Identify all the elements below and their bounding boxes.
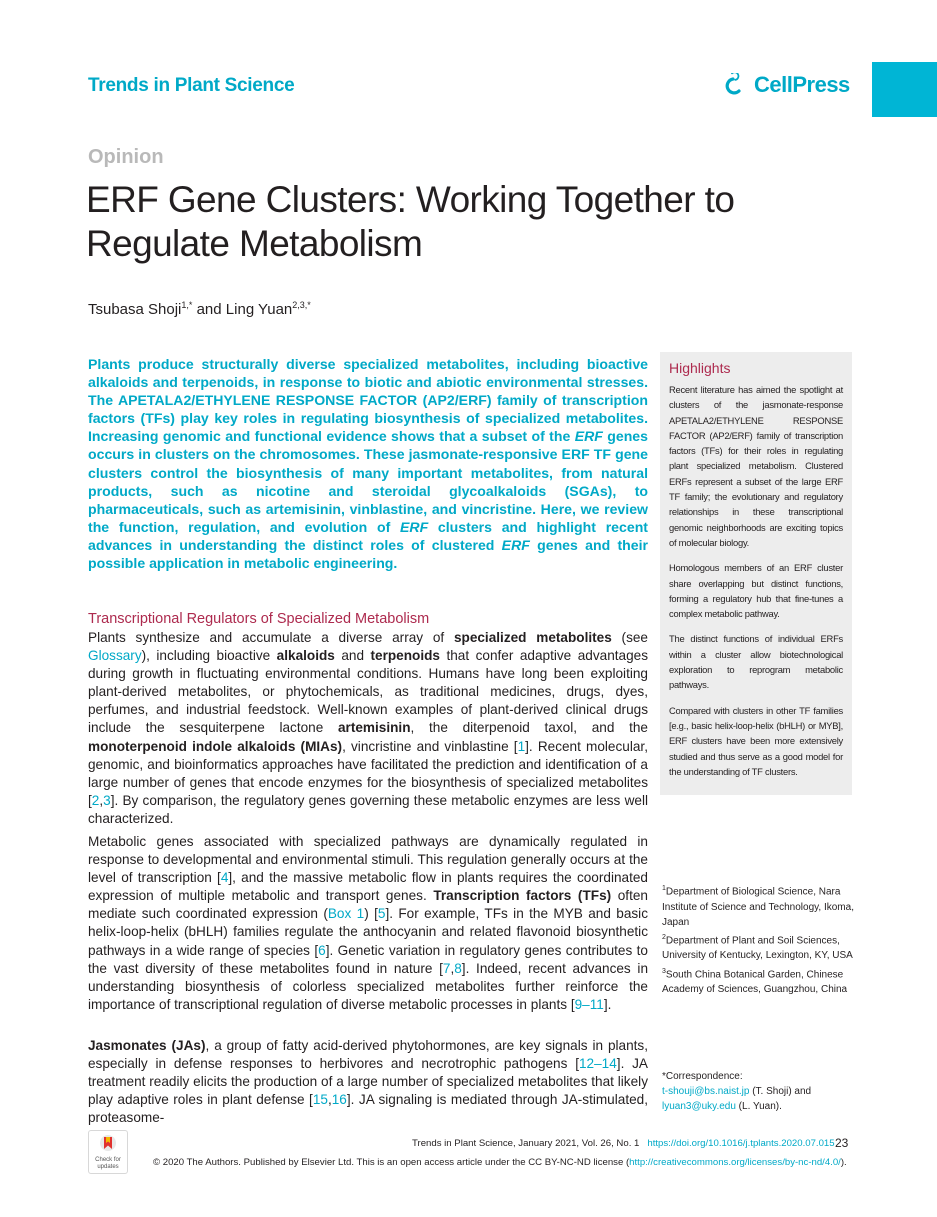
author-list bbox=[88, 300, 311, 318]
text: and bbox=[334, 648, 371, 664]
affiliation bbox=[662, 964, 857, 998]
page-number: 23 bbox=[835, 1136, 849, 1150]
highlights-box bbox=[660, 352, 852, 795]
reference-link[interactable]: 8 bbox=[454, 960, 462, 976]
license-line bbox=[153, 1157, 847, 1168]
body-paragraph bbox=[88, 833, 648, 1014]
text: ], and the massive metabolic flow in plants requires the coordinated expression of multiple metabolic and transport genes. bbox=[88, 870, 648, 904]
citation: Trends in Plant Science, January 2021, Vol. 26, No. 1 bbox=[412, 1138, 640, 1149]
affiliation bbox=[662, 881, 857, 930]
text: , bbox=[450, 960, 455, 976]
publisher-logo bbox=[724, 72, 850, 98]
glossary-term: monoterpenoid indole alkaloids (MIAs) bbox=[88, 738, 343, 754]
title-line-2: Regulate Metabolism bbox=[86, 223, 423, 264]
gene-name: ERF bbox=[400, 518, 429, 535]
doi-link[interactable]: https://doi.org/10.1016/j.tplants.2020.07.015 bbox=[647, 1138, 835, 1149]
badge-label: Check for updates bbox=[95, 1157, 121, 1170]
author-affil: 1,* bbox=[181, 300, 193, 310]
glossary-term: artemisinin bbox=[337, 720, 411, 736]
reference-link[interactable]: 15 bbox=[312, 1092, 328, 1108]
correspondence bbox=[662, 1069, 857, 1115]
reference-link[interactable]: 9–11 bbox=[574, 996, 604, 1012]
reference-link[interactable]: 12–14 bbox=[578, 1056, 617, 1072]
abstract-text: genes occurs in clusters on the chromosomes. These jasmonate-responsive ERF TF gene clusters control the biosynthesis of many important metabolites, from natural products, such as nicotine and steroidal glycoalkaloids (SGAs), to pharmaceuticals, such as artemisinin, vinblastine, and vincristine. Here, we review the function, regulation, and evolution of bbox=[88, 428, 648, 535]
article-type: Opinion bbox=[88, 146, 164, 168]
text: , bbox=[327, 1092, 332, 1108]
reference-link[interactable]: 1 bbox=[517, 738, 526, 754]
reference-link[interactable]: 7 bbox=[442, 960, 451, 976]
email-link[interactable]: lyuan3@uky.edu bbox=[662, 1101, 736, 1113]
glossary-term: Transcription factors (TFs) bbox=[433, 888, 612, 904]
affiliations bbox=[662, 881, 857, 997]
text: , a group of fatty acid-derived phytohormones, are key signals in plants, especially in defense responses to herbivores and necrotrophic pathogens [ bbox=[88, 1038, 648, 1072]
author-affil: 2,3,* bbox=[292, 300, 311, 310]
text: , the diterpenoid taxol, and the bbox=[410, 720, 648, 736]
glossary-term: Jasmonates (JAs) bbox=[88, 1038, 206, 1053]
license-text: © 2020 The Authors. Published by Elsevier Ltd. This is an open access article under the CC BY-NC-ND license ( bbox=[153, 1157, 630, 1168]
reference-link[interactable]: 2 bbox=[91, 792, 100, 808]
publisher-name: CellPress bbox=[754, 72, 850, 97]
text: ]. Recent molecular, genomic, and bioinformatics approaches have facilitated the prediction and identification of a large number of genes that encode enzymes for the biosynthesis of specialized metabolites [ bbox=[88, 738, 648, 808]
correspondence-label: *Correspondence: bbox=[662, 1071, 743, 1082]
affiliation-number: 2 bbox=[662, 933, 666, 941]
text: Metabolic genes associated with specialized pathways are dynamically regulated in response to developmental and environmental stimuli. This regulation generally occurs at the level of transcription [ bbox=[88, 834, 648, 886]
text: ]. For example, TFs in the MYB and basic helix-loop-helix (bHLH) families regulate the anthocyanin and related flavonoid biosynthetic pathways in a wide range of species [ bbox=[88, 906, 648, 958]
author-name: Ling Yuan bbox=[225, 301, 293, 318]
text: Plants synthesize and accumulate a diverse array of bbox=[88, 630, 454, 645]
glossary-link[interactable]: Glossary bbox=[88, 648, 142, 664]
highlight-item: Recent literature has aimed the spotlight at clusters of the jasmonate-response APETALA2/ETHYLENE RESPONSE FACTOR (AP2/ERF) family of transcription factors (TFs) for their roles in regulating plant specialized metabolism. Clustered ERFs represent a subset of the large ERF TF family; the evolutionary and regulatory relationships in these transcriptional genomic neighborhoods are exciting topics of molecular biology. bbox=[669, 384, 843, 548]
correspondence-name: (L. Yuan). bbox=[735, 1101, 782, 1113]
author-name: Tsubasa Shoji bbox=[88, 301, 182, 318]
reference-link[interactable]: 4 bbox=[220, 870, 229, 886]
reference-link[interactable]: 6 bbox=[318, 942, 326, 958]
check-for-updates-badge[interactable] bbox=[88, 1130, 128, 1174]
correspondence-line bbox=[662, 1084, 857, 1099]
text: often mediate such coordinated expression ( bbox=[88, 888, 648, 922]
affiliation bbox=[662, 930, 857, 964]
affiliation-number: 1 bbox=[662, 885, 666, 892]
bookmark-icon bbox=[98, 1134, 118, 1156]
page-edge-tab bbox=[872, 62, 937, 117]
license-link[interactable]: http://creativecommons.org/licenses/by-nc-nd/4.0/ bbox=[629, 1157, 841, 1168]
section-heading: Transcriptional Regulators of Specialized Metabolism bbox=[88, 611, 430, 627]
box-link[interactable]: Box 1 bbox=[327, 906, 365, 922]
text: that confer adaptive advantages during growth in fluctuating environmental conditions. Humans have long been exploiting plant-derived metabolites, or phytochemicals, as traditional medicines, drugs, dyes, perfumes, and industrial feedstock. Well-known examples of plant-derived clinical drugs include the sesquiterpene lactone bbox=[88, 648, 649, 736]
highlights-heading: Highlights bbox=[669, 360, 731, 376]
affiliation-text: Department of Plant and Soil Sciences, University of Kentucky, Lexington, KY, USA bbox=[662, 935, 853, 962]
body-paragraph bbox=[88, 1037, 648, 1127]
glossary-term: specialized metabolites bbox=[453, 630, 612, 645]
abstract-text: genes and their possible application in metabolic engineering. bbox=[88, 536, 648, 572]
affiliation-text: South China Botanical Garden, Chinese Academy of Sciences, Guangzhou, China bbox=[662, 969, 848, 996]
text: ]. By comparison, the regulatory genes governing these metabolic enzymes are less well characterized. bbox=[88, 792, 648, 826]
text: ]. bbox=[603, 996, 612, 1012]
highlight-item: Compared with clusters in other TF families [e.g., basic helix-loop-helix (bHLH) or MYB], ERF clusters have been more extensively studied and thus serve as a good model for the understanding of TF clusters. bbox=[669, 704, 843, 777]
license-text: ). bbox=[840, 1157, 847, 1168]
text: (see bbox=[611, 630, 648, 645]
text: , vincristine and vinblastine [ bbox=[342, 738, 518, 754]
affiliation-number: 3 bbox=[662, 967, 666, 975]
gene-name: ERF bbox=[501, 536, 530, 553]
reference-link[interactable]: 5 bbox=[377, 906, 386, 922]
abstract-text: Plants produce structurally diverse specialized metabolites, including bioactive alkaloids and terpenoids, in response to biotic and abiotic environmental stresses. The APETALA2/ETHYLENE RESPONSE FACTOR (AP2/ERF) family of transcription factors (TFs) play key roles in regulating biosynthesis of specialized metabolites. Increasing genomic and functional evidence shows that a subset of the bbox=[88, 356, 648, 445]
reference-link[interactable]: 16 bbox=[331, 1092, 347, 1108]
abstract bbox=[88, 355, 648, 572]
correspondence-name: (T. Shoji) and bbox=[749, 1086, 812, 1098]
title-line-1: ERF Gene Clusters: Working Together to bbox=[86, 179, 735, 220]
body-paragraph bbox=[88, 629, 648, 828]
text: ]. Genetic variation in regulatory genes contributes to the vast diversity of these metabolites found in nature [ bbox=[88, 942, 648, 976]
glossary-term: alkaloids bbox=[276, 648, 335, 664]
citation-line bbox=[412, 1138, 835, 1149]
text: ), including bioactive bbox=[141, 648, 277, 664]
text: ]. JA treatment readily elicits the production of a large number of specialized metabolites that likely play adaptive roles in plant defense [ bbox=[88, 1056, 648, 1108]
affiliation-text: Department of Biological Science, Nara Institute of Science and Technology, Ikoma, Japan bbox=[662, 886, 854, 928]
text: ]. Indeed, recent advances in understanding biosynthesis of colorless specialized metabolites further reinforce the importance of transcriptional regulation of diverse metabolic processes in plants [ bbox=[88, 960, 648, 1012]
email-link[interactable]: t-shouji@bs.naist.jp bbox=[662, 1086, 750, 1098]
text: ]. JA signaling is mediated through JA-stimulated, proteasome- bbox=[88, 1092, 648, 1126]
abstract-text: clusters and highlight recent advances in understanding the distinct roles of clustered bbox=[88, 518, 648, 553]
author-separator: and bbox=[192, 301, 226, 318]
text: , bbox=[99, 792, 104, 808]
glossary-term: terpenoids bbox=[370, 648, 440, 664]
text: ) [ bbox=[364, 906, 378, 922]
highlight-item: The distinct functions of individual ERFs within a cluster allow biotechnological exploration to reprogram metabolic pathways. bbox=[669, 633, 843, 691]
gene-name: ERF bbox=[574, 428, 603, 445]
correspondence-line bbox=[662, 1099, 857, 1114]
article-title bbox=[86, 178, 846, 266]
reference-link[interactable]: 3 bbox=[103, 792, 111, 808]
cellpress-logo-icon bbox=[724, 73, 748, 97]
highlight-item: Homologous members of an ERF cluster share overlapping but distinct functions, forming a regulatory hub that fine-tunes a complex metabolic pathway. bbox=[669, 562, 843, 620]
journal-name: Trends in Plant Science bbox=[88, 75, 295, 96]
